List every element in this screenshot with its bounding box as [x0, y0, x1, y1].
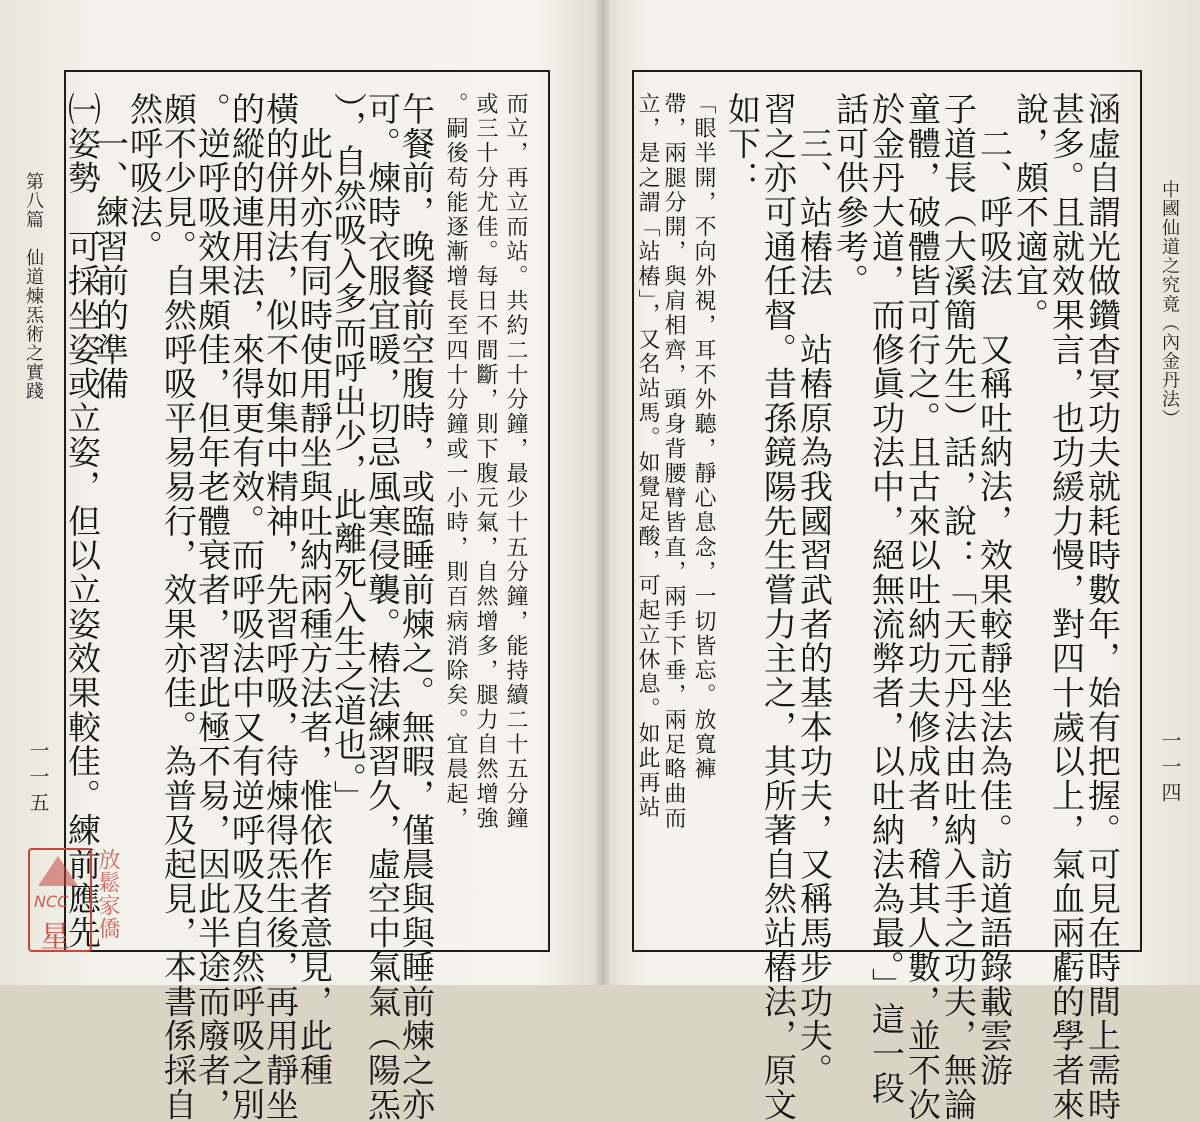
right-small-column: 帶，兩腿分開，與肩相齊，頭身背腰臂皆直，兩手下垂，兩足略曲而	[661, 92, 686, 832]
watermark-stamp	[28, 848, 122, 954]
left-small-column: 。嗣後苟能逐漸增長至四十分鐘或一小時，則百病消除矣。宜晨起，	[443, 92, 468, 832]
right-section-heading: 三、站樁法 站樁原為我國習武者的基本功夫，又稱馬步功夫。	[795, 92, 834, 1088]
left-text-column: ），自然吸入多而呼出少，此離死入生之道也。」	[329, 92, 368, 815]
left-section-heading: 一、練習前的準備	[91, 92, 130, 401]
left-text-column: 可。煉時衣服宜暖，切忌風寒侵襲。樁法練習久，虛空中氣氣（陽炁	[363, 92, 402, 1122]
house-icon	[38, 856, 78, 886]
left-text-column: ㈠姿勢 可採坐姿或立姿，但以立姿效果較佳。練前應先	[63, 92, 102, 950]
stamp-side-text: 放鬆家僑	[95, 848, 120, 941]
right-text-column: 涵虛自謂光做鑽杳冥功夫就耗時數年，始有把握。可見在時間上需時	[1083, 92, 1122, 1122]
left-text-column: 的縱的連用法，來得更有效。而呼吸法中又有逆呼吸及自然呼吸之別	[227, 92, 266, 1122]
stamp-ncc-text: NCC	[34, 892, 69, 911]
book-gutter	[596, 0, 610, 985]
left-small-column: 或三十分尤佳。每日不間斷，則下腹元氣，自然增多，腿力自然增強	[473, 92, 498, 832]
left-text-column: 橫的併用法，似不如集中精神，先習呼吸，待煉得炁生後，再用靜坐	[261, 92, 300, 1122]
right-text-column: 於金丹大道，而修眞功法中，絕無流弊者，以吐納法為最。」這一段	[867, 92, 906, 1106]
left-text-column: 頗不少見。自然呼吸平易易行，效果亦佳。為普及起見，本書係採自	[159, 92, 198, 1122]
right-small-column: 立，是之謂「站樁」，又名站馬。如覺足酸，可起立休息。如此再站	[635, 92, 660, 821]
right-text-column: 說，頗不適宜。	[1011, 92, 1050, 333]
right-text-column: 話可供參考。	[831, 92, 870, 298]
left-page-number: 一一五	[26, 740, 50, 818]
right-text-column: 子道長（大溪簡先生）話，說：「天元丹法由吐納入手之功夫，無論	[939, 92, 978, 1122]
stamp-xing-text: 星	[40, 920, 70, 955]
left-text-column: 。逆呼吸效果頗佳，但年老體衰者，習此極不易，因此半途而廢者，	[193, 92, 232, 1122]
right-small-column: 「眼半開，不向外視，耳不外聽，靜心息念，一切皆忘。放寬褲	[691, 92, 716, 782]
right-page-number: 一一四	[1158, 730, 1182, 808]
left-page-header: 第八篇 仙道煉炁術之實踐	[23, 172, 44, 401]
right-page-header: 中國仙道之究竟（內金丹法）	[1159, 180, 1180, 429]
right-text-column: 如下：	[723, 92, 762, 195]
left-text-column: 此外亦有同時使用靜坐與吐納兩種方法者，惟依作者意見，此種	[295, 92, 334, 1088]
left-text-column: 然呼吸法。	[125, 92, 164, 264]
left-small-column: 而立，再立而站。共約二十分鐘，最少十五分鐘，能持續二十五分鐘	[503, 92, 528, 832]
right-text-column: 二、呼吸法 又稱吐納法，效果較靜坐法為佳。訪道語錄載雲游	[975, 92, 1014, 1088]
left-text-column: 午餐前，晚餐前空腹時，或臨睡前煉之。無暇，僅晨與與睡前煉之亦	[397, 92, 436, 1122]
right-text-column: 甚多。且就效果言，也功緩力慢，對四十歲以上，氣血兩虧的學者來	[1047, 92, 1086, 1122]
right-text-column: 習之亦可通任督。昔孫鏡陽先生嘗力主之，其所著自然站樁法，原文	[759, 92, 798, 1122]
right-text-column: 童體，破體皆可行之。且古來以吐納功夫修成者，稽其人數，並不次	[903, 92, 942, 1122]
